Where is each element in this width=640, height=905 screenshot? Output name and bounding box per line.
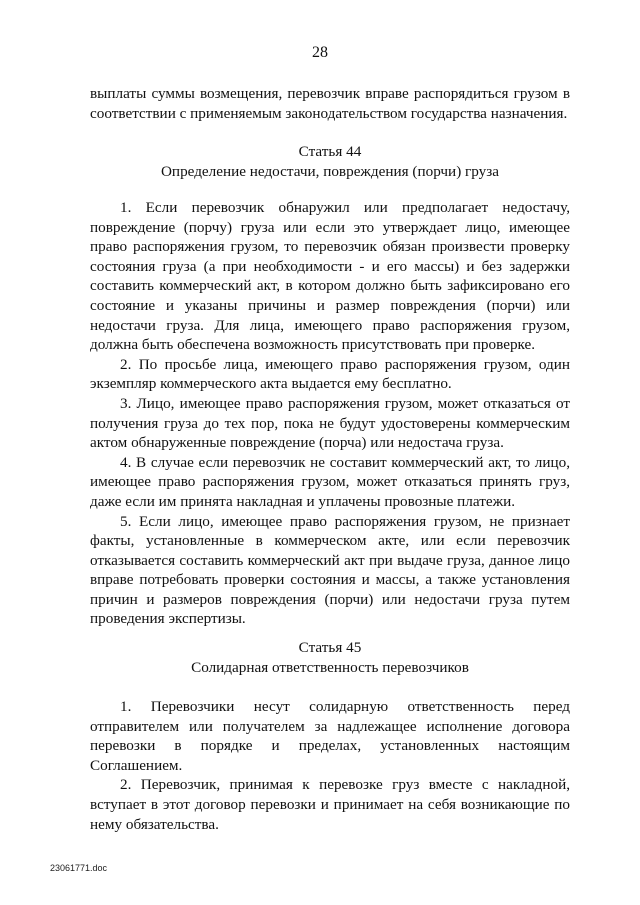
article-44-para-3: 3. Лицо, имеющее право распоряжения грузом, может отказаться от получения груза до тех пор, пока не будут удостоверены коммерческим актом обнаруженные повреждение (порча) или недостача груза.: [90, 394, 570, 452]
article-45-title: Статья 45: [298, 639, 362, 656]
article-44-body: [90, 198, 570, 629]
document-filename: 23061771.doc: [50, 863, 108, 873]
article-44-para-4: 4. В случае если перевозчик не составит коммерческий акт, то лицо, имеющее право распоряжения грузом, может отказаться принять груз, даже если им принята накладная и уплачены провозные платежи.: [90, 453, 570, 510]
article-44: [90, 142, 570, 181]
article-44-subtitle: Определение недостачи, повреждения (порчи) груза: [160, 162, 500, 180]
article-44-para-1: 1. Если перевозчик обнаружил или предполагает недостачу, повреждение (порчу) груза или если это утверждает лицо, имеющее право распоряжения грузом, то перевозчик обязан произвести проверку состояния груза (а при необходимости - и его массы) и без задержки составить коммерческий акт, в котором должно быть зафиксировано его состояние и указаны причины и размер повреждения (порчи) или недостачи груза. Для лица, имеющего право распоряжения грузом, должна быть обеспечена возможность присутствовать при проверке.: [90, 199, 570, 354]
page-number: 28: [312, 44, 328, 61]
article-45-para-2: 2. Перевозчик, принимая к перевозке груз вместе с накладной, вступает в этот договор перевозки и принимает на себя возникающие по нему обязательства.: [90, 776, 570, 833]
article-44-title: Статья 44: [298, 143, 362, 160]
intro-block: [90, 84, 570, 123]
article-45-body: [90, 697, 570, 834]
article-44-para-2: 2. По просьбе лица, имеющего право распоряжения грузом, один экземпляр коммерческого акта выдается ему бесплатно.: [90, 355, 570, 393]
article-44-para-5: 5. Если лицо, имеющее право распоряжения грузом, не признает факты, установленные в коммерческом акте, или если перевозчик отказывается составить коммерческий акт при выдаче груза, данное лицо вправе потребовать проверки состояния и массы, а также установления причин и размеров повреждения (порчи) или недостачи груза путем проведения экспертизы.: [90, 512, 570, 628]
article-45-para-1: 1. Перевозчики несут солидарную ответственность перед отправителем или получателем за надлежащее исполнение договора перевозки в порядке и пределах, установленных настоящим Соглашением.: [90, 698, 570, 774]
article-45-subtitle: Солидарная ответственность перевозчиков: [191, 658, 469, 676]
intro-paragraph: выплаты суммы возмещения, перевозчик вправе распорядиться грузом в соответствии с применяемым законодательством государства назначения.: [90, 85, 570, 122]
article-45: [90, 638, 570, 677]
